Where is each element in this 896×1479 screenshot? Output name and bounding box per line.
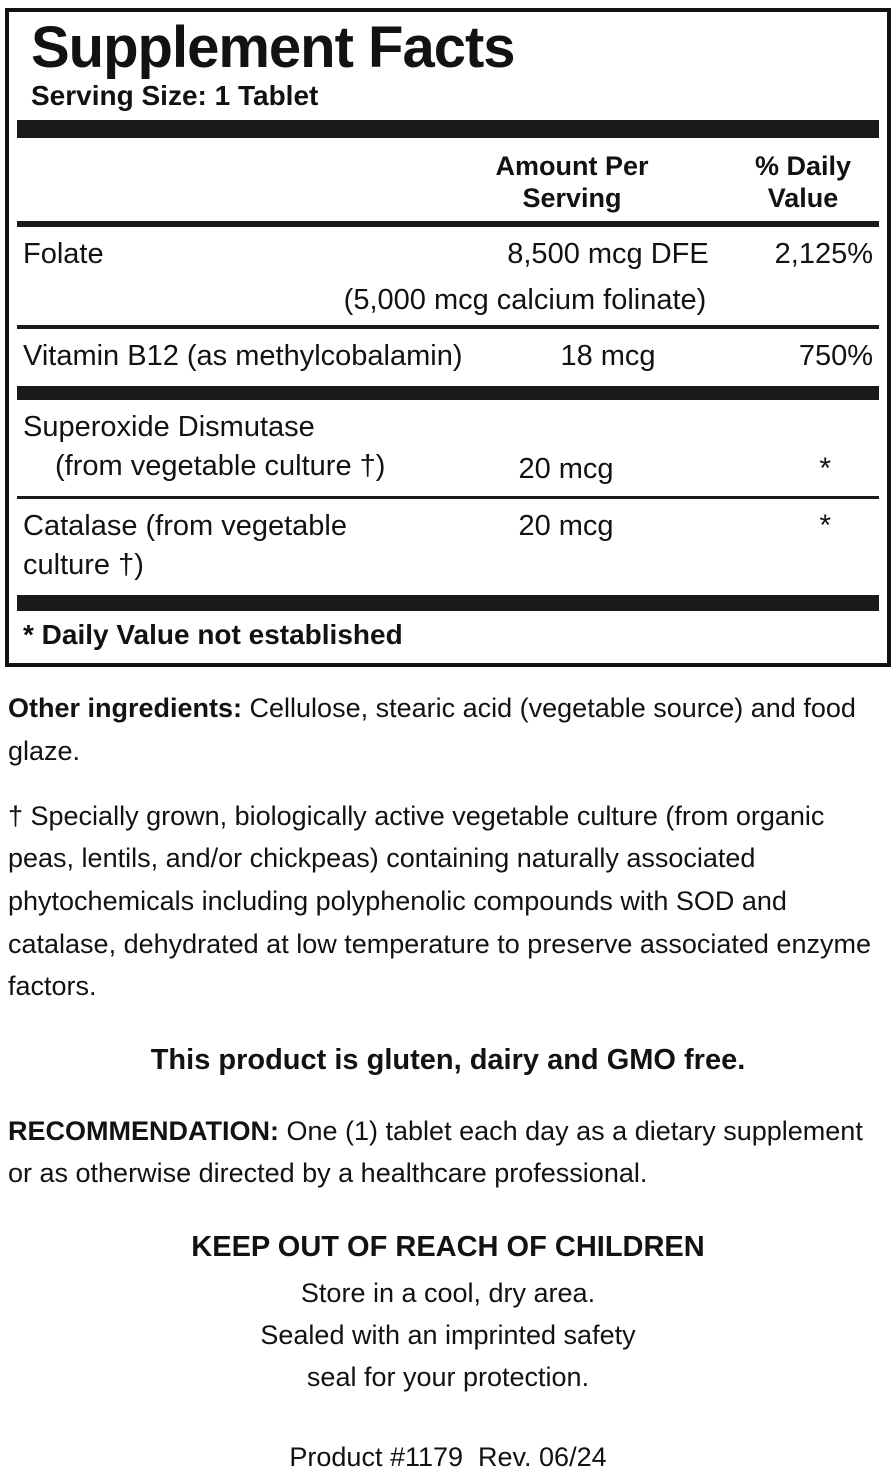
other-ingredients-text: Cellulose, stearic acid (vegetable source) and food glaze.	[8, 693, 856, 767]
percent-daily-value-header: % Daily Value	[754, 150, 852, 214]
table-row-cells	[17, 227, 879, 284]
nutrient-subtext: (5,000 mcg calcium folinate)	[343, 283, 707, 316]
product-info: Product #1179 Rev. 06/24	[289, 1442, 607, 1473]
nutrient-source: (from vegetable culture †)	[55, 450, 386, 482]
table-row-vitamin-b12	[17, 329, 879, 386]
nutrient-dv: *	[819, 509, 831, 543]
storage-line: seal for your protection.	[306, 1361, 590, 1392]
other-ingredients-label: Other ingredients:	[8, 693, 243, 724]
nutrient-name-block	[23, 408, 441, 486]
nutrient-dv: 2,125%	[774, 237, 873, 270]
nutrient-dv: *	[819, 452, 831, 486]
free-claim: This product is gluten, dairy and GMO free.	[150, 1044, 746, 1077]
nutrient-amount: 18 mcg	[560, 339, 656, 372]
serving-size: Serving Size: 1 Tablet	[31, 79, 319, 111]
nutrient-name: Vitamin B12 (as methylcobalamin)	[23, 339, 463, 372]
nutrient-dv: 750%	[798, 339, 873, 372]
nutrient-amount: 20 mcg	[518, 510, 614, 543]
label-text-sections	[0, 667, 896, 1479]
supplement-facts-panel	[5, 8, 891, 667]
divider-thick-top	[17, 120, 879, 138]
table-row-catalase	[17, 499, 879, 595]
table-row-superoxide-dismutase	[17, 400, 879, 496]
dagger-note: † Specially grown, biologically active vegetable culture (from organic peas, lentils, and/or chickpeas) containing naturally associated phytochemicals including polyphenolic compounds with SOD and catalase, dehydrated at low temperature to preserve associated enzyme factors.	[8, 800, 871, 1002]
storage-line: Sealed with an imprinted safety	[260, 1319, 636, 1350]
storage-line: Store in a cool, dry area.	[300, 1277, 596, 1308]
recommendation	[8, 1110, 888, 1195]
keep-out-warning: KEEP OUT OF REACH OF CHILDREN	[191, 1231, 705, 1264]
column-header-row	[17, 138, 879, 221]
nutrient-name: Superoxide Dismutase	[23, 410, 315, 443]
divider-thick-bottom	[17, 595, 879, 611]
table-row-folate	[17, 227, 879, 325]
nutrient-amount: 8,500 mcg DFE	[507, 237, 709, 270]
supplement-label	[0, 8, 896, 1473]
nutrient-amount: 20 mcg	[518, 453, 614, 486]
amount-per-serving-header: Amount Per Serving	[495, 150, 649, 214]
daily-value-footnote: * Daily Value not established	[23, 619, 403, 651]
panel-title: Supplement Facts	[31, 15, 515, 80]
other-ingredients	[8, 687, 888, 772]
recommendation-text: One (1) tablet each day as a dietary supplement or as otherwise directed by a healthcare professional.	[8, 1115, 863, 1189]
divider-thick-middle	[17, 386, 879, 400]
nutrient-name: Folate	[23, 237, 104, 270]
recommendation-label: RECOMMENDATION:	[8, 1115, 279, 1146]
nutrient-name: Catalase (from vegetable culture †)	[23, 510, 347, 582]
